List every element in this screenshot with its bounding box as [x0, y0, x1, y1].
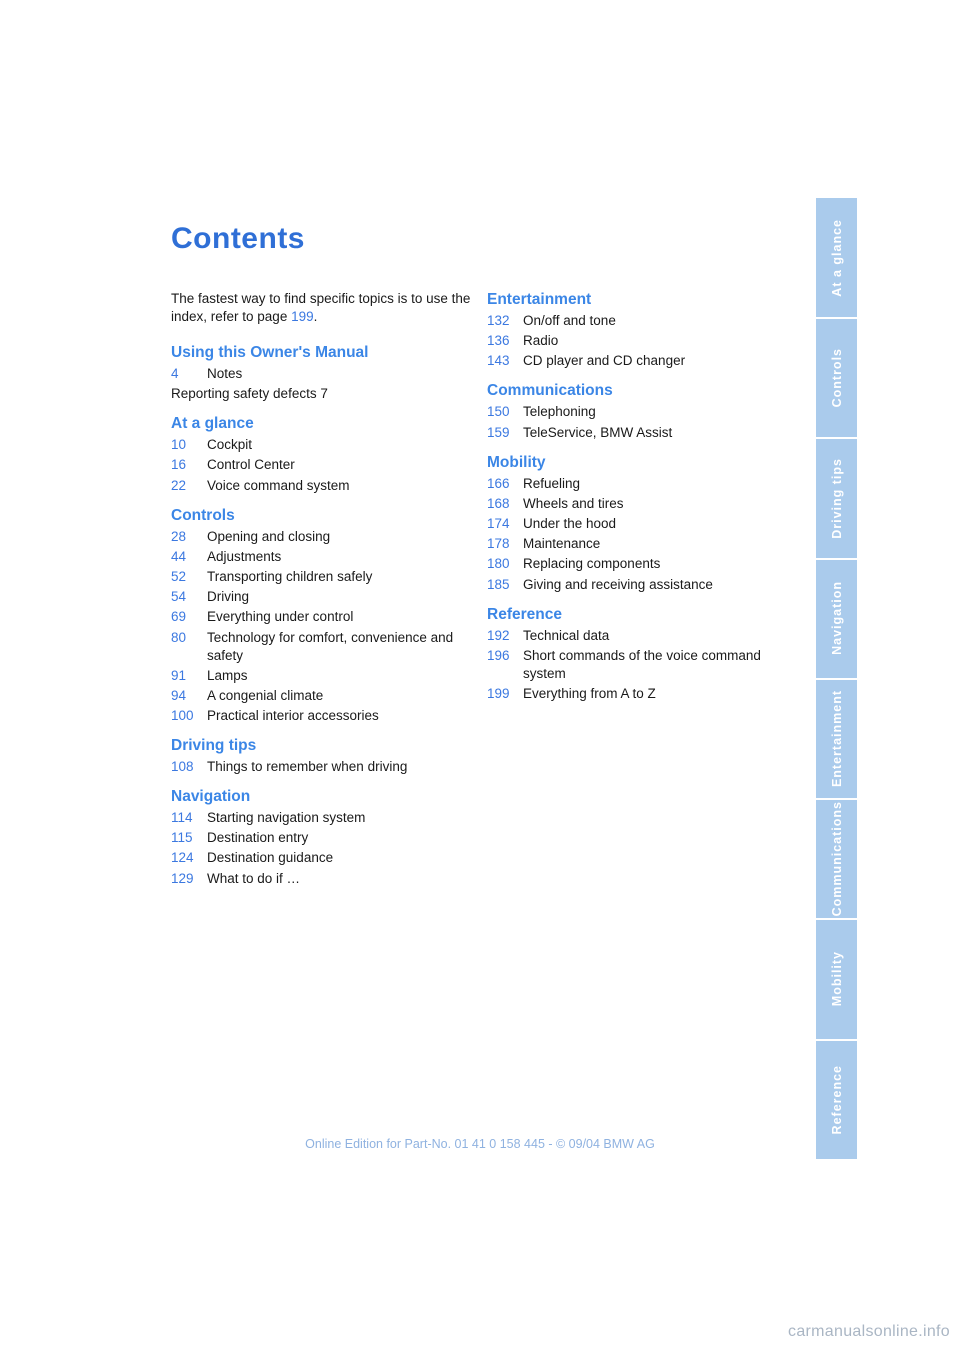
entry-label: Refueling: [523, 475, 581, 491]
entry-label: Lamps: [207, 667, 248, 683]
toc-left-column: [171, 290, 471, 899]
page-number-link[interactable]: 100: [171, 708, 194, 724]
toc-section: [487, 290, 787, 370]
page-number-link[interactable]: 54: [171, 589, 187, 605]
entry-label: Transporting children safely: [207, 568, 373, 584]
entry-label: Cockpit: [207, 437, 253, 453]
entry-label: Replacing components: [523, 556, 661, 572]
intro-end: .: [313, 309, 318, 324]
page-number-link[interactable]: 10: [171, 437, 187, 453]
footer-edition: Online Edition for Part-No. 01 41 0 158 445 - © 09/04 BMW AG: [305, 1137, 655, 1151]
toc-section: [487, 381, 787, 441]
entry-label: Under the hood: [523, 515, 617, 531]
toc-entry[interactable]: [487, 647, 787, 683]
chapter-tab-label: At a glance: [829, 218, 844, 297]
chapter-tab[interactable]: [816, 799, 857, 920]
entry-label: Telephoning: [523, 404, 596, 420]
toc-entry[interactable]: [171, 365, 471, 383]
toc-section: [171, 787, 471, 888]
page-number-link[interactable]: 114: [171, 810, 193, 826]
chapter-tab[interactable]: [816, 318, 857, 439]
section-heading[interactable]: Using this Owner's Manual: [171, 344, 369, 361]
section-heading[interactable]: Navigation: [171, 788, 251, 806]
entry-label: Short commands of the voice command system: [523, 647, 761, 681]
chapter-tab-strip: [816, 198, 857, 1160]
toc-entry[interactable]: [487, 576, 787, 594]
chapter-tab-label: Reference: [829, 1064, 844, 1134]
toc-entry[interactable]: [487, 312, 787, 330]
toc-entry[interactable]: [171, 456, 471, 474]
toc-entry[interactable]: [171, 436, 471, 454]
chapter-tab[interactable]: [816, 920, 857, 1041]
page-number-link[interactable]: 124: [171, 850, 194, 866]
entry-label: Technology for comfort, convenience and safety: [207, 629, 454, 663]
chapter-tab[interactable]: [816, 679, 857, 800]
toc-entry[interactable]: [487, 352, 787, 370]
page-number-link[interactable]: 159: [487, 424, 510, 440]
toc-entry[interactable]: [171, 687, 471, 705]
toc-entry[interactable]: [171, 707, 471, 725]
page-number-link[interactable]: 143: [487, 353, 510, 369]
plain-entry: Reporting safety defects 7: [171, 386, 328, 402]
toc-entry[interactable]: [171, 608, 471, 626]
entry-label: Maintenance: [523, 536, 601, 552]
toc-entry[interactable]: [171, 667, 471, 685]
section-heading[interactable]: At a glance: [171, 415, 254, 433]
entry-label: A congenial climate: [207, 687, 324, 703]
page-number-link[interactable]: 16: [171, 457, 187, 473]
entry-label: Technical data: [523, 627, 610, 643]
chapter-tab[interactable]: [816, 559, 857, 680]
toc-entry[interactable]: [487, 403, 787, 421]
intro-text: [171, 290, 471, 326]
page-number-link[interactable]: 80: [171, 629, 187, 645]
toc-entry[interactable]: [487, 332, 787, 350]
chapter-tab-label: Communications: [829, 801, 844, 917]
entry-label: Voice command system: [207, 477, 350, 493]
page-number-link[interactable]: 178: [487, 536, 510, 552]
toc-entry[interactable]: [487, 495, 787, 513]
chapter-tab-label: Driving tips: [829, 457, 844, 539]
page-number-link[interactable]: 115: [171, 830, 193, 846]
entry-label: Notes: [207, 366, 243, 381]
page-number-link[interactable]: 166: [487, 475, 510, 491]
page-number-link[interactable]: 28: [171, 528, 187, 544]
toc-entry[interactable]: [487, 627, 787, 645]
toc-entry[interactable]: [171, 548, 471, 566]
chapter-tab[interactable]: [816, 439, 857, 560]
page-number-link[interactable]: 69: [171, 609, 187, 625]
entry-label: On/off and tone: [523, 313, 616, 328]
chapter-tab-label: Mobility: [829, 951, 844, 1007]
toc-entry[interactable]: [171, 870, 471, 888]
page-number-link[interactable]: 196: [487, 647, 510, 663]
toc-entry[interactable]: [487, 475, 787, 493]
page-number-link[interactable]: 150: [487, 404, 510, 420]
entry-label: Things to remember when driving: [207, 759, 408, 775]
page-number-link[interactable]: 180: [487, 556, 510, 572]
entry-label: CD player and CD changer: [523, 353, 686, 369]
toc-section: [487, 605, 787, 703]
toc-entry[interactable]: [171, 568, 471, 586]
entry-label: Everything under control: [207, 609, 354, 625]
toc-entry[interactable]: [171, 849, 471, 867]
intro-page-link[interactable]: 199: [291, 309, 314, 324]
entry-label: Giving and receiving assistance: [523, 576, 713, 592]
page-number-link[interactable]: 52: [171, 568, 187, 584]
entry-label: TeleService, BMW Assist: [523, 424, 673, 440]
toc-entry[interactable]: [171, 629, 471, 665]
page-number-link[interactable]: 192: [487, 627, 510, 643]
section-heading[interactable]: Communications: [487, 382, 613, 400]
chapter-tab-label: Controls: [829, 348, 844, 408]
page-number-link[interactable]: 132: [487, 313, 510, 328]
page-number-link[interactable]: 199: [487, 685, 510, 701]
section-heading[interactable]: Entertainment: [487, 291, 592, 308]
page-title: Contents: [171, 222, 305, 255]
entry-label: Everything from A to Z: [523, 685, 656, 701]
page-number-link[interactable]: 129: [171, 870, 194, 886]
entry-label: Opening and closing: [207, 528, 331, 544]
toc-entry[interactable]: [487, 515, 787, 533]
page-number-link[interactable]: 108: [171, 759, 194, 775]
toc-section: [171, 343, 471, 403]
entry-label: Adjustments: [207, 548, 282, 564]
page-number-link[interactable]: 136: [487, 333, 510, 349]
chapter-tab-label: Entertainment: [829, 689, 844, 788]
toc-entry[interactable]: [171, 809, 471, 827]
page-number-link[interactable]: 22: [171, 477, 187, 493]
entry-label: Driving: [207, 589, 250, 605]
section-heading[interactable]: Reference: [487, 605, 562, 623]
toc-section: [171, 414, 471, 494]
entry-label: Destination guidance: [207, 850, 334, 866]
entry-label: Destination entry: [207, 830, 309, 846]
toc-section: [171, 736, 471, 776]
toc-entry[interactable]: [171, 758, 471, 776]
page-number-link[interactable]: 94: [171, 687, 187, 703]
section-heading[interactable]: Driving tips: [171, 737, 257, 755]
entry-label: What to do if …: [207, 870, 301, 886]
toc-entry[interactable]: [487, 424, 787, 442]
toc-entry[interactable]: [487, 555, 787, 573]
toc-entry[interactable]: [487, 535, 787, 553]
page-number-link[interactable]: 185: [487, 576, 510, 592]
toc-entry[interactable]: [171, 829, 471, 847]
toc-section: [487, 453, 787, 594]
page-number-link[interactable]: 44: [171, 548, 187, 564]
page-number-link[interactable]: 174: [487, 515, 510, 531]
intro-body: The fastest way to find specific topics is to use the index, refer to page: [171, 291, 471, 324]
section-heading[interactable]: Mobility: [487, 453, 546, 471]
entry-label: Control Center: [207, 457, 295, 473]
section-heading[interactable]: Controls: [171, 506, 235, 524]
page-number-link[interactable]: 91: [171, 667, 187, 683]
page-number-link[interactable]: 4: [171, 366, 179, 381]
toc-entry[interactable]: [171, 477, 471, 495]
entry-label: Starting navigation system: [207, 810, 366, 826]
page-number-link[interactable]: 168: [487, 495, 510, 511]
toc-entry[interactable]: [487, 685, 787, 703]
toc-entry[interactable]: [171, 528, 471, 546]
watermark: carmanualsonline.info: [788, 1323, 950, 1340]
chapter-tab-label: Navigation: [829, 581, 844, 656]
chapter-tab[interactable]: [816, 198, 857, 319]
entry-label: Wheels and tires: [523, 495, 624, 511]
toc-right-column: [487, 290, 787, 714]
entry-label: Radio: [523, 333, 559, 349]
toc-section: [171, 506, 471, 726]
entry-label: Practical interior accessories: [207, 708, 379, 724]
toc-entry[interactable]: [171, 588, 471, 606]
